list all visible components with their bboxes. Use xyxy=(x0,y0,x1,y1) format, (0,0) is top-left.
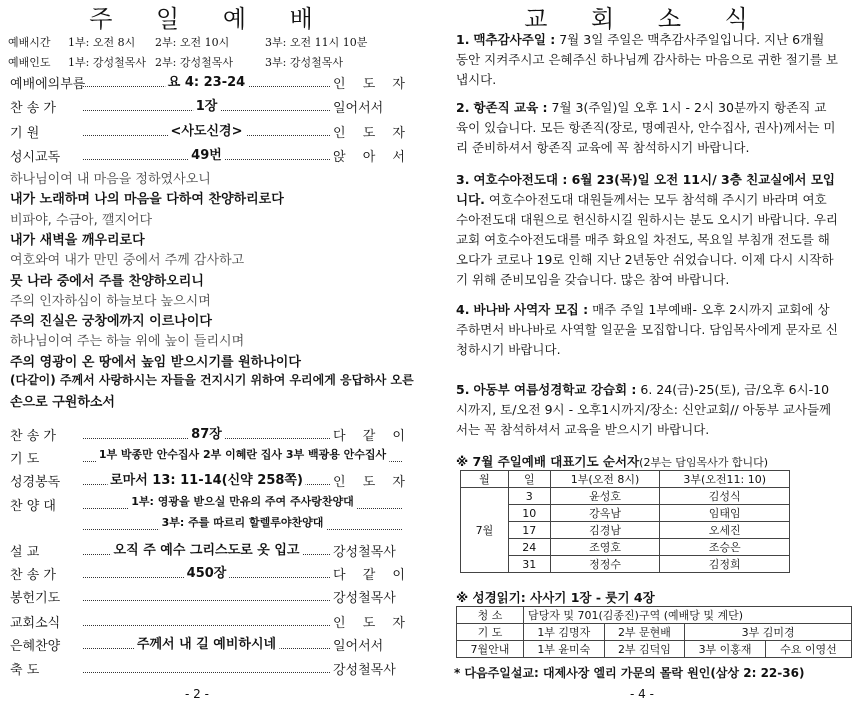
page-number-right: - 4 - xyxy=(630,687,654,701)
order-detail: 1부 박종만 안수집사 2부 이혜란 집사 3부 백광용 안수집사 xyxy=(96,446,389,462)
col-day: 일 xyxy=(508,471,550,488)
leader-dots xyxy=(83,74,330,90)
order-detail: 1장 xyxy=(193,95,221,114)
news-body: 7월 3(주일)일 오후 1시 - 2시 30분까지 항존직 교육이 있습니다. 모든 항존직(장로, 명예권사, 안수집사, 권사)께서는 미리 준비하셔서 항존직 교육에 꼭 참석하시기 바랍니다. xyxy=(456,100,836,155)
order-who: 다 같 이 xyxy=(333,428,405,444)
prayer-duty-label: 기 도 xyxy=(457,624,524,641)
leader-dots xyxy=(83,617,330,626)
leader-dots xyxy=(83,515,402,530)
order-who: 인 도 자 xyxy=(333,615,405,631)
bible-reading-heading: ※ 성경읽기: 사사기 1장 - 룻기 4장 xyxy=(456,590,655,605)
usher-2: 2부 김덕임 xyxy=(604,641,685,658)
order-label: 찬 송 가 xyxy=(10,567,56,583)
leader-dots xyxy=(83,636,330,652)
order-who: 인 도 자 xyxy=(333,474,405,490)
order-row xyxy=(10,540,405,560)
reading-line: 비파야, 수금아, 깰지어다 xyxy=(10,212,153,228)
leader-dots xyxy=(83,542,330,558)
order-label: 기 도 xyxy=(10,451,40,467)
leader-dots xyxy=(83,664,330,673)
news-body: 여호수아전도대 대원들께서는 모두 참석해 주시기 바라며 여호수아전도대 대원으로 헌신하시길 원하시는 분도 오시기 바랍니다. 우리교회 여호수아전도대를 매주 화요일 차전도, 목요일 부침개 전도를 해오다가 코로나 19로 인해 지난 2년동안 쉬었습니다. 이제 다시 시작하기 위해 준비모임을 갖습니다. 많은 참여 바랍니다. xyxy=(456,192,838,287)
table-cell: 31 xyxy=(508,556,550,573)
service-leader-2: 2부: 강성철목사 xyxy=(155,56,233,69)
order-label: 봉헌기도 xyxy=(10,590,61,606)
table-row xyxy=(461,556,790,573)
order-detail: 주께서 내 길 예비하시네 xyxy=(134,633,279,652)
order-who: 앉 아 서 xyxy=(333,150,405,165)
order-detail: 450장 xyxy=(184,562,230,581)
reading-line: 하나님이여 주는 하늘 위에 높이 들리시며 xyxy=(10,334,245,350)
page-title-worship: 주 일 예 배 xyxy=(89,5,331,33)
news-body: 6. 24(금)-25(토), 금/오후 6시-10시까지, 토/오전 9시 - 오후1시까지/장소: 신안교회// 아동부 교사들께서는 꼭 참석하셔서 교육을 받으시기 바랍니다. xyxy=(456,382,832,437)
order-who: 일어서서 xyxy=(333,101,384,116)
news-item xyxy=(456,170,838,290)
table-row xyxy=(461,539,790,556)
order-label: 은혜찬양 xyxy=(10,638,61,654)
order-who: 일어서서 xyxy=(333,638,384,654)
news-number: 5. xyxy=(456,382,470,397)
order-label: 성시교독 xyxy=(10,150,61,165)
table-cell: 임태임 xyxy=(660,505,790,522)
news-number: 2. xyxy=(456,100,470,115)
cleaning-duty-table xyxy=(456,606,852,658)
prayer-duty-3: 3부 김미경 xyxy=(685,624,852,641)
cleaning-assignee: 담당자 및 701(김종진)구역 (예배당 및 계단) xyxy=(524,607,852,624)
order-label: 축 도 xyxy=(10,662,40,678)
news-title: 맥추감사주일 : xyxy=(473,32,556,47)
table-row xyxy=(461,488,790,505)
leader-dots xyxy=(83,472,330,488)
reading-line: 주의 진실은 궁창에까지 이르나이다 xyxy=(10,314,212,330)
order-label: 예배에의부름 xyxy=(10,76,86,92)
news-body: 매주 주일 1부예배- 오후 2시까지 교회에 상주하면서 바나바로 사역할 일꾼을 모집합니다. 담임목사에게 문자로 신청하시기 바랍니다. xyxy=(456,302,838,357)
leader-dots xyxy=(83,565,330,581)
service-time-2: 2부: 오전 10시 xyxy=(155,36,230,49)
order-detail: <사도신경> xyxy=(167,120,245,139)
page-number-left: - 2 - xyxy=(185,687,209,701)
order-label: 기 원 xyxy=(10,125,40,141)
news-number: 1. xyxy=(456,32,470,47)
leader-dots xyxy=(83,494,402,509)
news-number: 3. xyxy=(456,172,470,187)
news-body: 7월 3일 주일은 맥추감사주일입니다. 지난 6개월 동안 지켜주시고 은혜주신 하나님께 감사하는 마음으로 귀한 절기를 보냅시다. xyxy=(456,32,838,87)
table-cell: 윤성호 xyxy=(550,488,660,505)
order-detail: 로마서 13: 11-14(신약 258쪽) xyxy=(107,469,306,488)
order-detail: 1부: 영광을 받으실 만유의 주여 주사랑찬양대 xyxy=(128,493,356,509)
usher-1: 1부 윤미숙 xyxy=(524,641,605,658)
leader-dots xyxy=(83,123,330,139)
news-title: 아동부 여름성경학교 강습회 : xyxy=(473,382,637,397)
leader-dots xyxy=(83,99,330,114)
table-cell: 3 xyxy=(508,488,550,505)
leader-dots xyxy=(83,426,330,442)
order-who: 인 도 자 xyxy=(333,76,405,92)
service-leader-3: 3부: 강성철목사 xyxy=(265,56,343,69)
reading-line: 뭇 나라 중에서 주를 찬양하오리니 xyxy=(10,273,204,289)
table-cell: 오세진 xyxy=(660,522,790,539)
order-label: 성경봉독 xyxy=(10,474,61,490)
table-row xyxy=(461,505,790,522)
table-cell: 17 xyxy=(508,522,550,539)
table-row xyxy=(461,522,790,539)
order-row xyxy=(10,470,405,490)
order-label: 교회소식 xyxy=(10,615,61,631)
order-detail: 3부: 주를 따르리 할렐루야찬양대 xyxy=(159,514,327,530)
table-cell: 24 xyxy=(508,539,550,556)
order-row xyxy=(10,586,405,606)
service-time-1: 1부: 오전 8시 xyxy=(68,36,136,49)
reading-line: (다같이) 주께서 사랑하시는 자들을 건지시기 위하여 우리에게 응답하사 오른 xyxy=(10,373,414,387)
order-row xyxy=(10,447,405,467)
order-row xyxy=(10,611,405,631)
order-label: 찬 송 가 xyxy=(10,101,56,116)
order-who: 다 같 이 xyxy=(333,567,405,583)
col-first-service: 1부(오전 8시) xyxy=(550,471,660,488)
order-row xyxy=(10,515,405,535)
service-leader-1: 1부: 강성철목사 xyxy=(68,56,146,69)
bulletin-page-right xyxy=(440,0,850,701)
order-row xyxy=(10,563,405,583)
leader-dots xyxy=(83,148,330,163)
table-cell: 김성식 xyxy=(660,488,790,505)
leader-dots xyxy=(83,592,330,601)
order-who: 강성철목사 xyxy=(333,544,396,560)
reading-line: 하나님이여 내 마음을 정하였사오니 xyxy=(10,172,211,187)
usher-wed: 수요 이영선 xyxy=(765,641,851,658)
order-row xyxy=(10,658,405,678)
order-row xyxy=(10,121,405,141)
prayer-rotation-table xyxy=(460,470,790,573)
table-cell: 조승은 xyxy=(660,539,790,556)
news-title: 바나바 사역자 모집 : xyxy=(473,302,589,317)
order-detail: 87장 xyxy=(188,423,225,442)
order-row xyxy=(10,146,405,166)
reading-line: 주의 인자하심이 하늘보다 높으시며 xyxy=(10,293,211,309)
col-month: 월 xyxy=(461,471,509,488)
service-leaders-label: 예배인도 xyxy=(8,56,51,69)
prayer-heading-text: ※ 7월 주일예배 대표기도 순서자 xyxy=(456,454,640,469)
order-who: 강성철목사 xyxy=(333,590,396,606)
table-cell: 김경남 xyxy=(550,522,660,539)
table-cell: 10 xyxy=(508,505,550,522)
news-title: 항존직 교육 : xyxy=(473,100,548,115)
order-row xyxy=(10,494,405,514)
bulletin-page-left xyxy=(0,0,420,701)
service-time-3: 3부: 오전 11시 10분 xyxy=(265,36,368,49)
order-row xyxy=(10,424,405,444)
order-row xyxy=(10,634,405,654)
usher-3: 3부 이홍재 xyxy=(685,641,766,658)
order-row xyxy=(10,97,405,117)
order-detail: 49번 xyxy=(188,144,225,163)
table-cell: 조영호 xyxy=(550,539,660,556)
col-third-service: 3부(오전11: 10) xyxy=(660,471,790,488)
prayer-duty-2: 2부 문현배 xyxy=(604,624,685,641)
reading-line: 주의 영광이 온 땅에서 높임 받으시기를 원하나이다 xyxy=(10,354,301,370)
leader-dots xyxy=(83,447,402,462)
order-label: 찬 송 가 xyxy=(10,428,56,444)
reading-line: 내가 새벽을 깨우리로다 xyxy=(10,232,145,248)
next-sermon-footnote: * 다음주일설교: 대제사장 엘리 가문의 몰락 원인(삼상 2: 22-36) xyxy=(454,666,805,680)
order-row xyxy=(10,72,405,92)
reading-line: 손으로 구원하소서 xyxy=(10,395,115,411)
news-item xyxy=(456,380,838,440)
reading-line: 내가 노래하며 나의 마음을 다하여 찬양하리로다 xyxy=(10,192,284,208)
news-title: 여호수아전도대 : 6월 23(목)일 오전 11시/ 3층 친교실에서 모입니다. xyxy=(456,172,836,207)
table-cell: 강옥남 xyxy=(550,505,660,522)
usher-label: 7월안내 xyxy=(457,641,524,658)
table-cell: 정정수 xyxy=(550,556,660,573)
prayer-duty-1: 1부 김명자 xyxy=(524,624,605,641)
order-detail: 요 4: 23-24 xyxy=(165,71,248,90)
service-times-label: 예배시간 xyxy=(8,36,51,49)
month-cell: 7월 xyxy=(461,488,509,573)
reading-line: 여호와여 내가 만민 중에서 주께 감사하고 xyxy=(10,253,245,269)
order-label: 찬 양 대 xyxy=(10,498,56,514)
order-who: 강성철목사 xyxy=(333,662,396,678)
order-detail: 오직 주 예수 그리스도로 옷 입고 xyxy=(111,539,303,558)
cleaning-label: 청 소 xyxy=(457,607,524,624)
page-title-news: 교 회 소 식 xyxy=(524,5,766,33)
prayer-table-heading xyxy=(456,452,768,470)
prayer-heading-note: (2부는 담임목사가 합니다) xyxy=(639,456,769,469)
news-number: 4. xyxy=(456,302,470,317)
news-item xyxy=(456,30,838,90)
news-item xyxy=(456,98,838,158)
news-item xyxy=(456,300,838,360)
order-who: 인 도 자 xyxy=(333,125,405,141)
table-cell: 김정희 xyxy=(660,556,790,573)
order-label: 설 교 xyxy=(10,544,40,560)
